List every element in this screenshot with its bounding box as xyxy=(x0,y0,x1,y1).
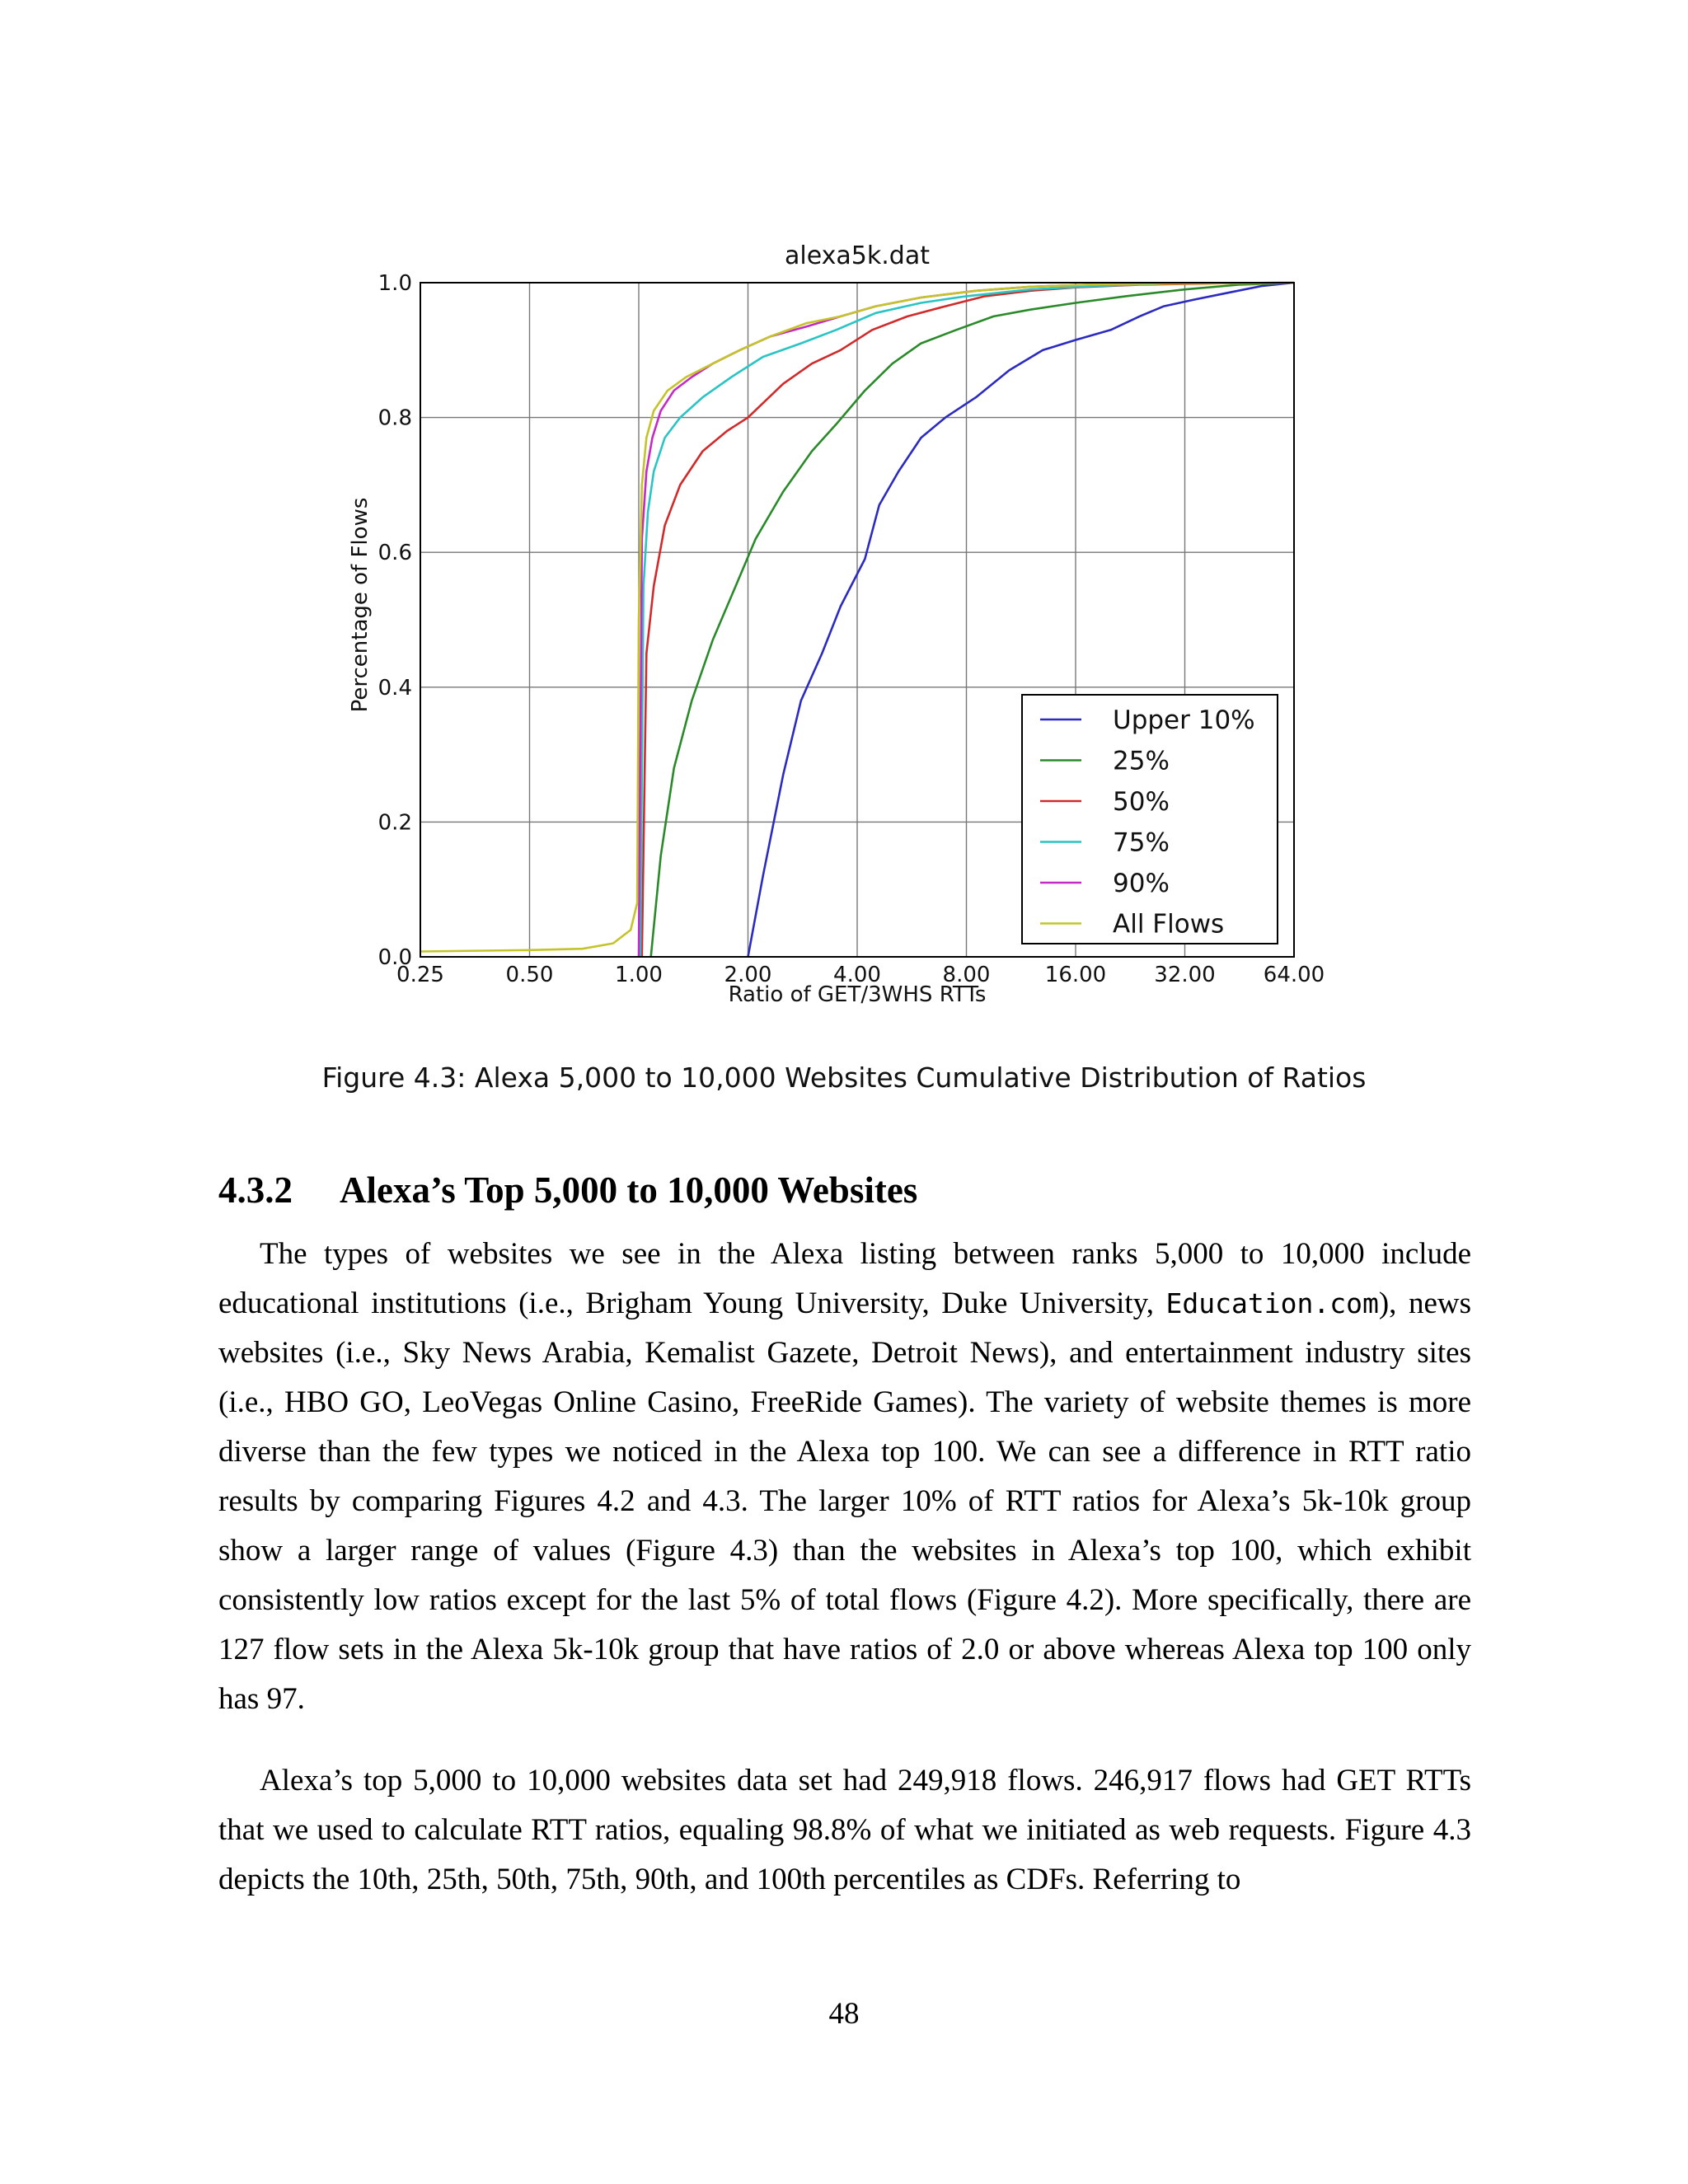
x-tick-label: 1.00 xyxy=(615,963,663,987)
figure-caption: Figure 4.3: Alexa 5,000 to 10,000 Websites Cumulative Distribution of Ratios xyxy=(321,1062,1367,1094)
x-tick-label: 32.00 xyxy=(1154,963,1216,987)
x-tick-label: 64.00 xyxy=(1263,963,1325,987)
y-tick-label: 0.8 xyxy=(377,405,412,431)
legend xyxy=(1022,695,1278,944)
y-tick-label: 0.6 xyxy=(377,541,412,566)
x-tick-label: 4.00 xyxy=(833,963,881,987)
code-text: Education.com xyxy=(1165,1287,1379,1319)
x-tick-label: 8.00 xyxy=(942,963,991,987)
cdf-chart xyxy=(330,239,1352,1030)
y-tick-label: 0.4 xyxy=(377,675,412,701)
legend-label: 25% xyxy=(1113,746,1170,776)
y-tick-label: 0.0 xyxy=(377,945,412,970)
legend-label: 50% xyxy=(1113,787,1170,817)
x-tick-label: 0.25 xyxy=(396,963,444,987)
page-number: 48 xyxy=(828,1997,860,2031)
x-tick-label: 2.00 xyxy=(724,963,772,987)
section-heading xyxy=(218,1169,1471,1212)
legend-label: 75% xyxy=(1113,827,1170,858)
x-tick-label: 0.50 xyxy=(505,963,554,987)
paragraph-text: The types of websites we see in the Alexa listing between ranks 5,000 to 10,000 include educational institutions (i.e., Brigham Young University, Duke University, xyxy=(218,1237,1471,1320)
legend-label: All Flows xyxy=(1113,909,1225,940)
x-tick-label: 16.00 xyxy=(1044,963,1107,987)
y-axis-label: Percentage of Flows xyxy=(348,497,373,713)
y-tick-label: 0.2 xyxy=(377,810,412,836)
legend-label: 90% xyxy=(1113,869,1170,898)
x-axis-label: Ratio of GET/3WHS RTTs xyxy=(728,982,987,1007)
body-paragraph xyxy=(218,1230,1471,1724)
section-title: Alexa’s Top 5,000 to 10,000 Websites xyxy=(340,1169,918,1211)
legend-label: Upper 10% xyxy=(1113,705,1255,735)
section-number: 4.3.2 xyxy=(218,1169,293,1211)
y-tick-label: 1.0 xyxy=(377,271,412,296)
body-paragraph: Alexa’s top 5,000 to 10,000 websites data set had 249,918 flows. 246,917 flows had GET RTTs that we used to calculate RTT ratios, equaling 98.8% of what we initiated as web requests. Figure 4.3 depicts the 10th, 25th, 50th, 75th, 90th, and 100th percentiles as CDFs. Referring to xyxy=(218,1764,1471,1896)
chart-title: alexa5k.dat xyxy=(785,241,930,270)
paragraph-text: ), news websites (i.e., Sky News Arabia, Kemalist Gazete, Detroit News), and entertainment industry sites (i.e., HBO GO, LeoVegas Online Casino, FreeRide Games). The variety of website themes is more diverse than the few types we noticed in the Alexa top 100. We can see a difference in RTT ratio results by comparing Figures 4.2 and 4.3. The larger 10% of RTT ratios for Alexa’s 5k-10k group show a larger range of values (Figure 4.3) than the websites in Alexa’s top 100, which exhibit consistently low ratios except for the last 5% of total flows (Figure 4.2). More specifically, there are 127 flow sets in the Alexa 5k-10k group that have ratios of 2.0 or above whereas Alexa top 100 only has 97. xyxy=(218,1286,1471,1716)
